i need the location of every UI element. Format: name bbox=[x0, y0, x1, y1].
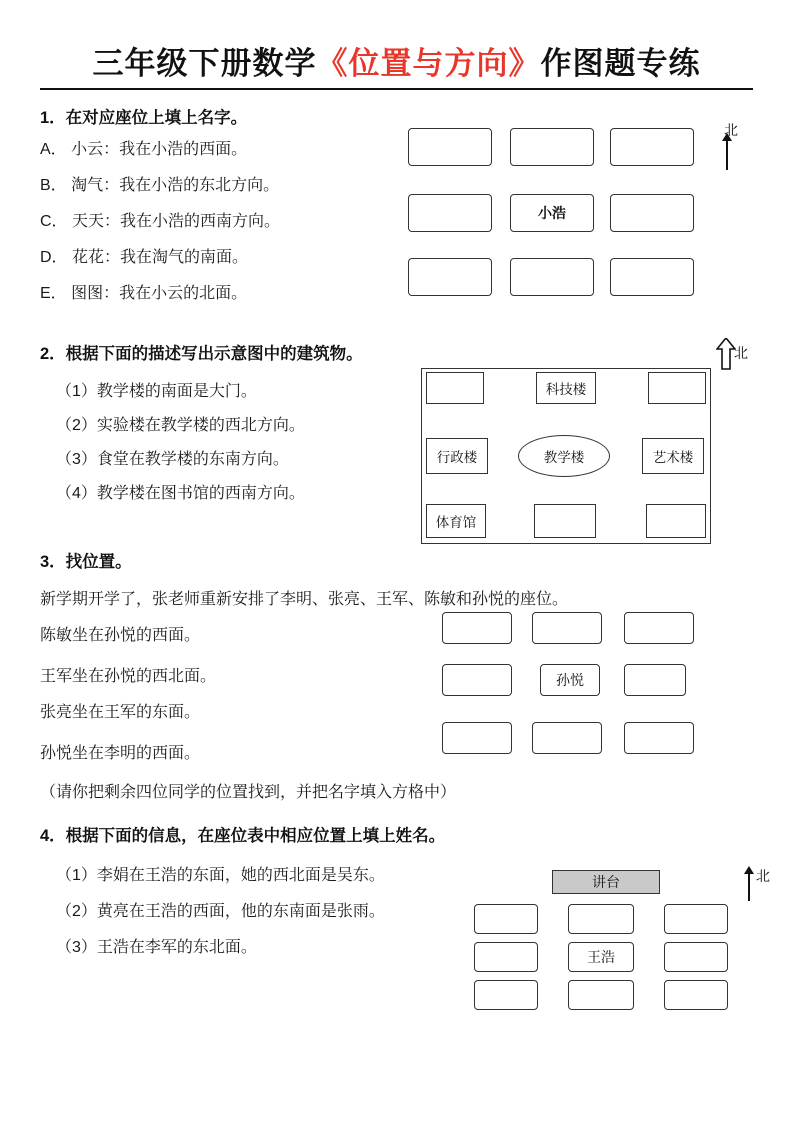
q4-line-0: （1）李娟在王浩的东面，她的西北面是吴东。 bbox=[56, 867, 385, 884]
q1-line-1: B． 淘气：我在小浩的东北方向。 bbox=[40, 177, 280, 194]
q3-cell-1-2[interactable] bbox=[624, 664, 686, 696]
q1-cell-1-1[interactable]: 小浩 bbox=[510, 194, 594, 232]
title-divider bbox=[40, 88, 753, 90]
q2-north-label: 北 bbox=[734, 345, 748, 361]
q3-line-4: 孙悦坐在李明的西面。 bbox=[40, 745, 201, 762]
title-part-3: 作图题专练 bbox=[540, 46, 701, 81]
q2-map-mid-left[interactable]: 行政楼 bbox=[426, 438, 488, 474]
q3-line-5: （请你把剩余四位同学的位置找到，并把名字填入方格中） bbox=[40, 784, 457, 801]
page-title bbox=[0, 38, 793, 83]
q4-podium: 讲台 bbox=[552, 870, 660, 894]
q4-cell-2-2[interactable] bbox=[664, 980, 728, 1010]
q2-map-top-left[interactable] bbox=[426, 372, 484, 404]
q2-map-top-right[interactable] bbox=[648, 372, 706, 404]
q2-map-top-center[interactable]: 科技楼 bbox=[536, 372, 596, 404]
q3-cell-0-2[interactable] bbox=[624, 612, 694, 644]
q4-cell-0-2[interactable] bbox=[664, 904, 728, 934]
q1-cell-0-1[interactable] bbox=[510, 128, 594, 166]
q1-north-label: 北 bbox=[724, 122, 738, 138]
q1-cell-0-2[interactable] bbox=[610, 128, 694, 166]
title-part-1: 三年级下册数学 bbox=[92, 46, 317, 81]
title-part-2: 《位置与方向》 bbox=[316, 46, 541, 81]
q3-cell-0-0[interactable] bbox=[442, 612, 512, 644]
q4-cell-0-0[interactable] bbox=[474, 904, 538, 934]
q2-map-mid-right[interactable]: 艺术楼 bbox=[642, 438, 704, 474]
q1-heading: 1．在对应座位上填上名字。 bbox=[40, 109, 248, 127]
q4-cell-2-0[interactable] bbox=[474, 980, 538, 1010]
q2-line-2: （3）食堂在教学楼的东南方向。 bbox=[56, 451, 289, 468]
q2-north-arrow-icon bbox=[716, 338, 736, 370]
q3-line-3: 张亮坐在王军的东面。 bbox=[40, 704, 201, 721]
q4-cell-0-1[interactable] bbox=[568, 904, 634, 934]
q3-line-1: 陈敏坐在孙悦的西面。 bbox=[40, 627, 201, 644]
q4-cell-1-2[interactable] bbox=[664, 942, 728, 972]
q4-line-1: （2）黄亮在王浩的西面，他的东南面是张雨。 bbox=[56, 903, 385, 920]
q1-line-2: C． 天天：我在小浩的西南方向。 bbox=[40, 213, 281, 230]
q4-line-2: （3）王浩在李军的东北面。 bbox=[56, 939, 257, 956]
q3-cell-0-1[interactable] bbox=[532, 612, 602, 644]
q1-line-3: D． 花花：我在淘气的南面。 bbox=[40, 249, 249, 266]
q2-map-bottom-right[interactable] bbox=[646, 504, 706, 538]
q4-cell-1-1[interactable]: 王浩 bbox=[568, 942, 634, 972]
q3-heading: 3．找位置。 bbox=[40, 553, 132, 571]
q2-map-bottom-center[interactable] bbox=[534, 504, 596, 538]
q1-cell-2-2[interactable] bbox=[610, 258, 694, 296]
q3-line-2: 王军坐在孙悦的西北面。 bbox=[40, 668, 217, 685]
q1-cell-0-0[interactable] bbox=[408, 128, 492, 166]
q3-cell-1-0[interactable] bbox=[442, 664, 512, 696]
q3-cell-2-0[interactable] bbox=[442, 722, 512, 754]
q2-line-3: （4）教学楼在图书馆的西南方向。 bbox=[56, 485, 305, 502]
q4-north-arrow-line bbox=[748, 873, 750, 901]
q1-cell-1-0[interactable] bbox=[408, 194, 492, 232]
q2-heading: 2．根据下面的描述写出示意图中的建筑物。 bbox=[40, 345, 363, 363]
q1-cell-2-0[interactable] bbox=[408, 258, 492, 296]
q3-line-0: 新学期开学了，张老师重新安排了李明、张亮、王军、陈敏和孙悦的座位。 bbox=[40, 591, 569, 608]
q3-cell-2-2[interactable] bbox=[624, 722, 694, 754]
q3-cell-1-1[interactable]: 孙悦 bbox=[540, 664, 600, 696]
q1-cell-2-1[interactable] bbox=[510, 258, 594, 296]
q1-line-4: E． 图图：我在小云的北面。 bbox=[40, 285, 248, 302]
q1-cell-1-2[interactable] bbox=[610, 194, 694, 232]
q4-cell-2-1[interactable] bbox=[568, 980, 634, 1010]
q1-north-arrow-line bbox=[726, 140, 728, 170]
q4-cell-1-0[interactable] bbox=[474, 942, 538, 972]
q4-north-label: 北 bbox=[756, 868, 770, 884]
q2-line-1: （2）实验楼在教学楼的西北方向。 bbox=[56, 417, 305, 434]
q1-line-0: A． 小云：我在小浩的西面。 bbox=[40, 141, 248, 158]
q2-line-0: （1）教学楼的南面是大门。 bbox=[56, 383, 257, 400]
q3-cell-2-1[interactable] bbox=[532, 722, 602, 754]
q4-heading: 4．根据下面的信息，在座位表中相应位置上填上姓名。 bbox=[40, 827, 446, 845]
q2-map-bottom-left[interactable]: 体育馆 bbox=[426, 504, 486, 538]
q2-map-mid-center[interactable]: 教学楼 bbox=[518, 435, 610, 477]
